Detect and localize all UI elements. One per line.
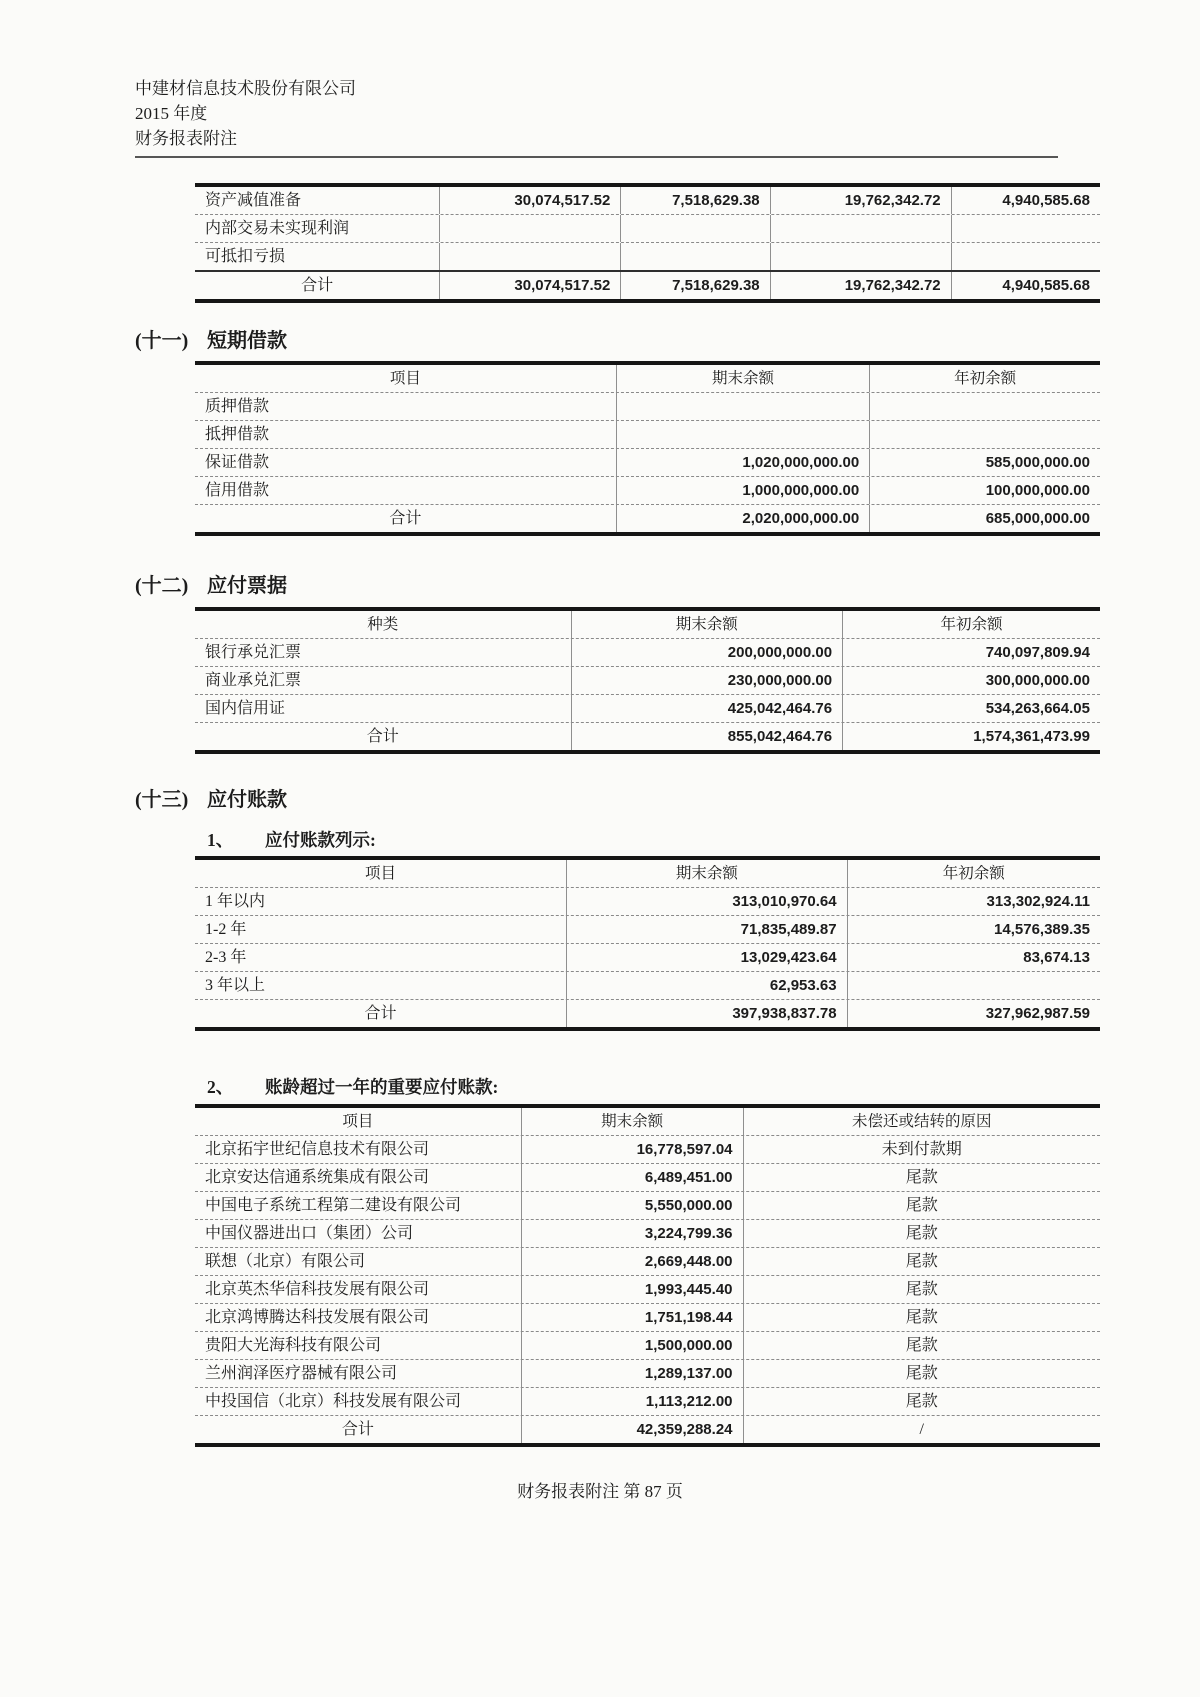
cell-value — [439, 215, 620, 242]
column-header: 项目 — [389, 369, 421, 387]
cell-value: / — [743, 1416, 1100, 1443]
cell-value: 尾款 — [743, 1388, 1100, 1415]
cell-value — [847, 972, 1100, 999]
cell-value: 4,940,585.68 — [951, 272, 1100, 299]
page-footer: 财务报表附注 第 87 页 — [517, 1482, 683, 1501]
row-label: 质押借款 — [205, 397, 270, 415]
row-label: 兰州润泽医疗器械有限公司 — [205, 1364, 398, 1382]
cell-value: 1,113,212.00 — [521, 1388, 743, 1415]
accounts-payable-aging-table — [195, 856, 1100, 1031]
row-label: 中国仪器进出口（集团）公司 — [205, 1224, 414, 1242]
subsection-1-heading — [207, 829, 376, 851]
row-label: 商业承兑汇票 — [205, 671, 302, 689]
cell-value: 14,576,389.35 — [847, 916, 1100, 943]
cell-value: 7,518,629.38 — [620, 272, 769, 299]
cell-value: 4,940,585.68 — [951, 187, 1100, 214]
column-header: 项目 — [365, 864, 397, 882]
cell-value: 42,359,288.24 — [521, 1416, 743, 1443]
table-row — [195, 421, 1100, 449]
table-header-row — [195, 860, 1100, 888]
row-label: 银行承兑汇票 — [205, 643, 302, 661]
cell-value: 300,000,000.00 — [842, 667, 1100, 694]
row-label: 北京拓宇世纪信息技术有限公司 — [205, 1140, 430, 1158]
cell-value: 30,074,517.52 — [439, 187, 620, 214]
row-label: 联想（北京）有限公司 — [205, 1252, 366, 1270]
header-divider — [135, 156, 1058, 158]
cell-value: 100,000,000.00 — [869, 477, 1100, 504]
cell-value: 2,669,448.00 — [521, 1248, 743, 1275]
row-label: 合计 — [301, 276, 334, 294]
table-row — [195, 477, 1100, 505]
table-row — [195, 916, 1100, 944]
cell-value — [620, 243, 769, 270]
column-header: 期末余额 — [566, 860, 847, 887]
company-name: 中建材信息技术股份有限公司 — [135, 79, 356, 98]
cell-value — [951, 243, 1100, 270]
table-row — [195, 215, 1100, 243]
total-row — [195, 270, 1100, 299]
section-11-heading — [135, 329, 287, 353]
cell-value: 1,500,000.00 — [521, 1332, 743, 1359]
cell-value: 尾款 — [743, 1164, 1100, 1191]
cell-value: 230,000,000.00 — [571, 667, 843, 694]
table-row — [195, 1248, 1100, 1276]
subsection-2-number: 2、 — [207, 1077, 234, 1097]
cell-value: 19,762,342.72 — [770, 187, 951, 214]
table-row — [195, 1276, 1100, 1304]
table-row — [195, 972, 1100, 1000]
cell-value: 7,518,629.38 — [620, 187, 769, 214]
section-13-title: 应付账款 — [207, 789, 287, 811]
cell-value: 1,289,137.00 — [521, 1360, 743, 1387]
row-label: 3 年以上 — [205, 976, 266, 994]
table-row — [195, 1360, 1100, 1388]
cell-value: 未到付款期 — [743, 1136, 1100, 1163]
row-label: 可抵扣亏损 — [205, 247, 286, 265]
table-row — [195, 449, 1100, 477]
table-row — [195, 888, 1100, 916]
table-row — [195, 187, 1100, 215]
cell-value: 尾款 — [743, 1304, 1100, 1331]
cell-value: 534,263,664.05 — [842, 695, 1100, 722]
total-row — [195, 1416, 1100, 1443]
row-label: 信用借款 — [205, 481, 270, 499]
section-12-title: 应付票据 — [207, 575, 287, 597]
column-header: 年初余额 — [869, 365, 1100, 392]
section-12-number: (十二) — [135, 575, 189, 597]
row-label: 合计 — [341, 1420, 374, 1438]
important-payables-table — [195, 1104, 1100, 1447]
table-row — [195, 1192, 1100, 1220]
row-label: 资产减值准备 — [205, 191, 302, 209]
cell-value: 425,042,464.76 — [571, 695, 843, 722]
table-row — [195, 243, 1100, 271]
cell-value: 855,042,464.76 — [571, 723, 843, 750]
cell-value: 6,489,451.00 — [521, 1164, 743, 1191]
cell-value: 1,000,000,000.00 — [616, 477, 869, 504]
row-label: 北京英杰华信科技发展有限公司 — [205, 1280, 430, 1298]
cell-value: 尾款 — [743, 1360, 1100, 1387]
table-row — [195, 1388, 1100, 1416]
subsection-1-number: 1、 — [207, 830, 234, 850]
cell-value — [770, 243, 951, 270]
subsection-1-title: 应付账款列示: — [265, 830, 376, 850]
column-header: 期末余额 — [521, 1108, 743, 1135]
row-label: 1-2 年 — [205, 920, 247, 938]
table-row — [195, 1332, 1100, 1360]
table-header-row — [195, 1108, 1100, 1136]
row-label: 内部交易未实现利润 — [205, 219, 350, 237]
cell-value: 313,010,970.64 — [566, 888, 847, 915]
column-header: 期末余额 — [616, 365, 869, 392]
column-header: 年初余额 — [847, 860, 1100, 887]
cell-value — [951, 215, 1100, 242]
cell-value: 313,302,924.11 — [847, 888, 1100, 915]
row-label: 合计 — [389, 509, 422, 527]
row-label: 2-3 年 — [205, 948, 247, 966]
table-row — [195, 1164, 1100, 1192]
row-label: 1 年以内 — [205, 892, 266, 910]
cell-value: 尾款 — [743, 1192, 1100, 1219]
row-label: 合计 — [366, 727, 399, 745]
column-header: 项目 — [342, 1112, 374, 1130]
cell-value: 1,751,198.44 — [521, 1304, 743, 1331]
cell-value: 327,962,987.59 — [847, 1000, 1100, 1027]
document-header — [135, 76, 356, 151]
table-row — [195, 1136, 1100, 1164]
short-term-loans-table — [195, 361, 1100, 536]
row-label: 中国电子系统工程第二建设有限公司 — [205, 1196, 462, 1214]
cell-value: 16,778,597.04 — [521, 1136, 743, 1163]
table-row — [195, 695, 1100, 723]
cell-value: 19,762,342.72 — [770, 272, 951, 299]
asset-impairment-table — [195, 183, 1100, 303]
cell-value: 71,835,489.87 — [566, 916, 847, 943]
cell-value: 200,000,000.00 — [571, 639, 843, 666]
cell-value: 1,993,445.40 — [521, 1276, 743, 1303]
cell-value: 397,938,837.78 — [566, 1000, 847, 1027]
cell-value — [439, 243, 620, 270]
cell-value — [620, 215, 769, 242]
cell-value — [869, 393, 1100, 420]
table-row — [195, 667, 1100, 695]
row-label: 北京安达信通系统集成有限公司 — [205, 1168, 430, 1186]
table-row — [195, 944, 1100, 972]
cell-value: 尾款 — [743, 1276, 1100, 1303]
cell-value: 5,550,000.00 — [521, 1192, 743, 1219]
subsection-2-heading — [207, 1076, 498, 1098]
cell-value — [616, 421, 869, 448]
cell-value: 尾款 — [743, 1248, 1100, 1275]
table-row — [195, 393, 1100, 421]
cell-value: 740,097,809.94 — [842, 639, 1100, 666]
table-row — [195, 1304, 1100, 1332]
cell-value — [869, 421, 1100, 448]
total-row — [195, 1000, 1100, 1027]
total-row — [195, 505, 1100, 532]
section-13-number: (十三) — [135, 789, 189, 811]
table-row — [195, 639, 1100, 667]
cell-value: 3,224,799.36 — [521, 1220, 743, 1247]
cell-value — [616, 393, 869, 420]
column-header: 未偿还或结转的原因 — [743, 1108, 1100, 1135]
section-11-number: (十一) — [135, 330, 189, 352]
table-header-row — [195, 611, 1100, 639]
report-year: 2015 年度 — [135, 104, 208, 123]
cell-value: 2,020,000,000.00 — [616, 505, 869, 532]
row-label: 中投国信（北京）科技发展有限公司 — [205, 1392, 462, 1410]
section-11-title: 短期借款 — [207, 330, 287, 352]
row-label: 保证借款 — [205, 453, 270, 471]
subsection-2-title: 账龄超过一年的重要应付账款: — [265, 1077, 499, 1097]
section-13-heading — [135, 788, 287, 812]
column-header: 期末余额 — [571, 611, 843, 638]
cell-value: 1,574,361,473.99 — [842, 723, 1100, 750]
cell-value: 83,674.13 — [847, 944, 1100, 971]
report-title: 财务报表附注 — [135, 129, 237, 148]
cell-value: 13,029,423.64 — [566, 944, 847, 971]
section-12-heading — [135, 574, 287, 598]
total-row — [195, 723, 1100, 750]
cell-value: 30,074,517.52 — [439, 272, 620, 299]
row-label: 合计 — [364, 1004, 397, 1022]
cell-value: 尾款 — [743, 1220, 1100, 1247]
cell-value — [770, 215, 951, 242]
row-label: 贵阳大光海科技有限公司 — [205, 1336, 382, 1354]
column-header: 种类 — [367, 615, 399, 633]
table-header-row — [195, 365, 1100, 393]
row-label: 北京鸿博腾达科技发展有限公司 — [205, 1308, 430, 1326]
cell-value: 62,953.63 — [566, 972, 847, 999]
row-label: 国内信用证 — [205, 699, 286, 717]
notes-payable-table — [195, 607, 1100, 754]
row-label: 抵押借款 — [205, 425, 270, 443]
cell-value: 尾款 — [743, 1332, 1100, 1359]
column-header: 年初余额 — [842, 611, 1100, 638]
cell-value: 1,020,000,000.00 — [616, 449, 869, 476]
table-row — [195, 1220, 1100, 1248]
cell-value: 685,000,000.00 — [869, 505, 1100, 532]
cell-value: 585,000,000.00 — [869, 449, 1100, 476]
